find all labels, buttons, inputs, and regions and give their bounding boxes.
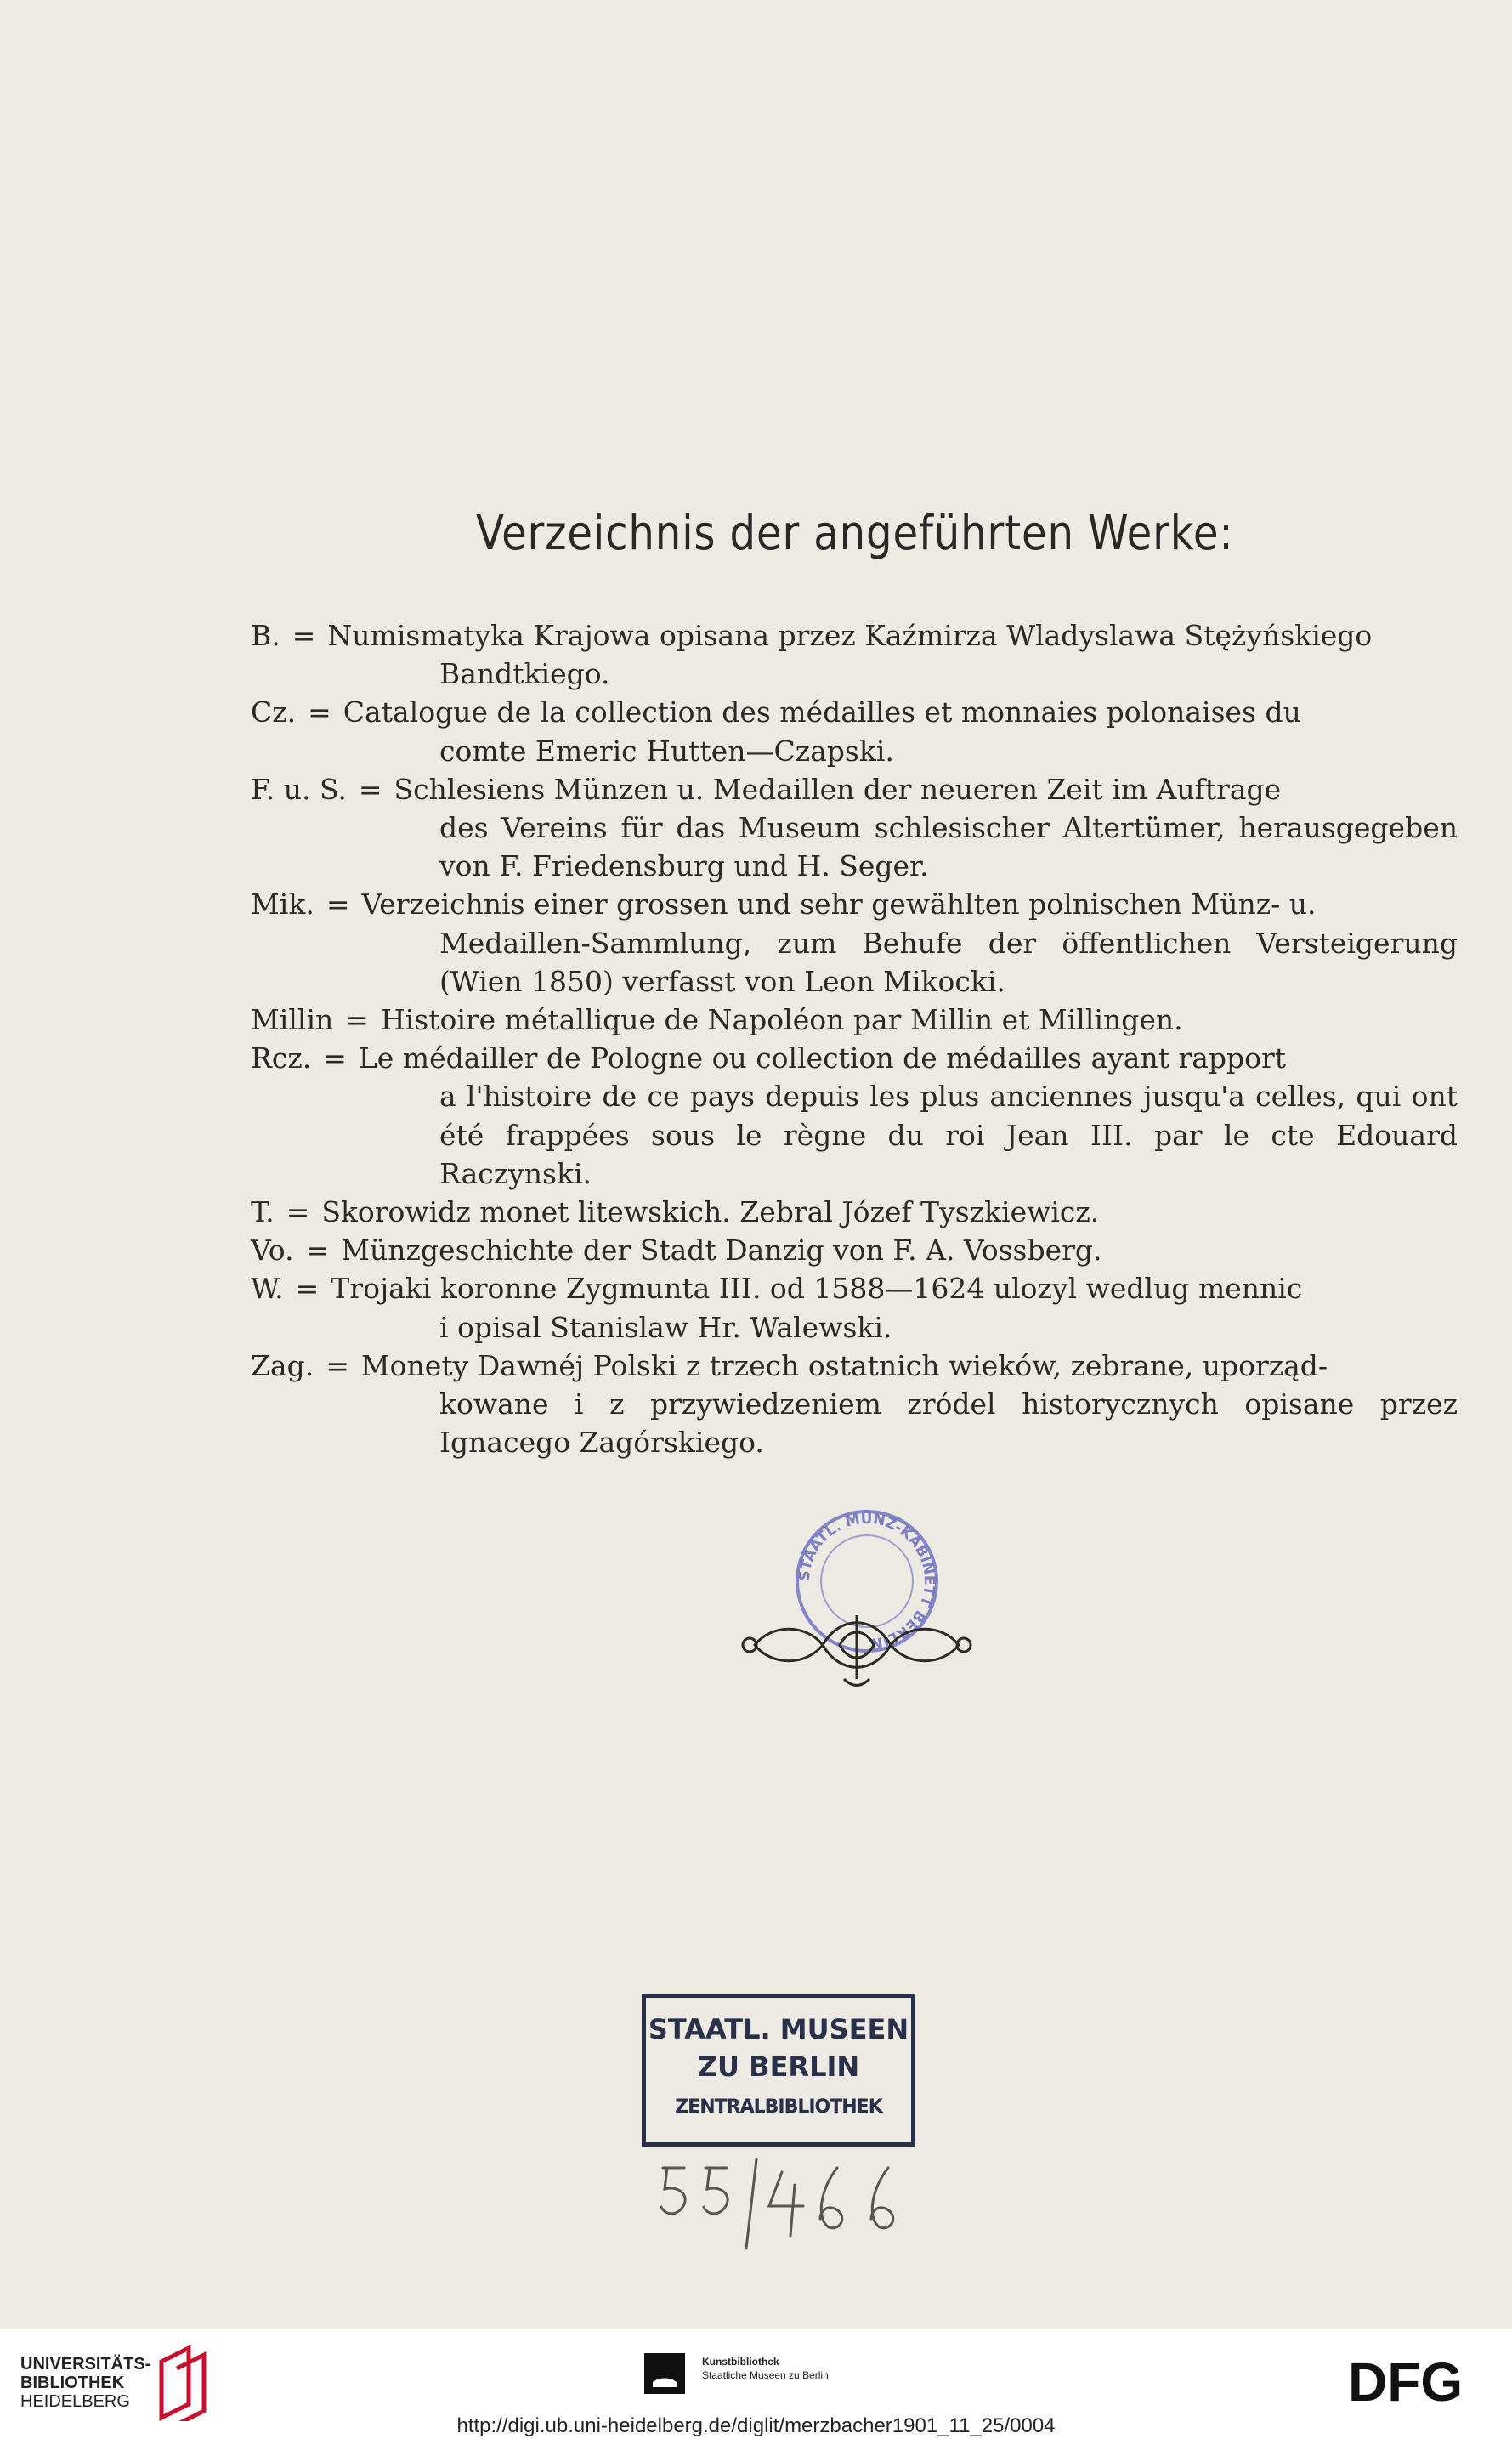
- entry-title-start: Verzeichnis einer grossen und sehr gewählten polnischen Münz- u.: [361, 888, 1317, 922]
- entry-continuation: a l'histoire de ce pays depuis les plus anciennes jusqu'a celles, qui ont été frappées sous le règne du roi Jean III. par le cte Edouard Raczynski.: [439, 1080, 1458, 1190]
- entry-separator: =: [326, 888, 350, 922]
- entry-abbreviation: T.: [251, 1195, 275, 1229]
- entry-abbreviation: B.: [251, 619, 280, 652]
- entry-separator: =: [345, 1003, 369, 1037]
- entry-continuation: i opisal Stanislaw Hr. Walewski.: [439, 1310, 892, 1344]
- list-item: [251, 1039, 1458, 1193]
- entry-abbreviation: Cz.: [251, 695, 297, 729]
- entry-abbreviation: W.: [251, 1272, 284, 1306]
- entry-continuation: Medaillen-Sammlung, zum Behufe der öffentlichen Versteigerung (Wien 1850) verfasst von Leon Mikocki.: [439, 926, 1458, 998]
- decorative-ornament-icon: [738, 1598, 976, 1692]
- list-item: [251, 1347, 1458, 1462]
- list-item: [251, 616, 1458, 693]
- entry-continuation: kowane i z przywiedzeniem zródel historycznych opisane przez Ignacego Zagórskiego.: [439, 1387, 1458, 1460]
- entry-abbreviation: Millin: [251, 1003, 334, 1037]
- entry-continuation: Bandtkiego.: [439, 657, 610, 691]
- entry-title-start: Münzgeschichte der Stadt Danzig von F. A. Vossberg.: [341, 1234, 1102, 1268]
- entry-abbreviation: Mik.: [251, 888, 314, 922]
- entry-first-line: [251, 1193, 1458, 1231]
- dfg-logo-text: DFG: [1348, 2355, 1464, 2408]
- list-item: [251, 1193, 1458, 1231]
- page-title: Verzeichnis der angeführten Werke:: [476, 506, 1234, 561]
- entry-abbreviation: Rcz.: [251, 1041, 312, 1075]
- list-item: [251, 1231, 1458, 1269]
- entry-title-start: Schlesiens Münzen u. Medaillen der neueren Zeit im Auftrage: [394, 772, 1282, 806]
- entry-first-line: [251, 693, 1458, 731]
- dfg-logo[interactable]: [1348, 2355, 1492, 2408]
- entry-first-line: [251, 1001, 1458, 1039]
- entry-abbreviation: Vo.: [251, 1234, 294, 1268]
- list-item: [251, 885, 1458, 1001]
- entry-title-start: Le médailler de Pologne ou collection de médailles ayant rapport: [358, 1041, 1287, 1075]
- ub-logo-line-3: HEIDELBERG: [20, 2392, 130, 2411]
- entry-title-start: Trojaki koronne Zygmunta III. od 1588—1624 ulozyl wedlug mennic: [331, 1272, 1303, 1306]
- heidelberg-library-logo[interactable]: [20, 2355, 150, 2411]
- entry-separator: =: [295, 1272, 320, 1306]
- kb-line-2: Staatliche Museen zu Berlin: [702, 2369, 829, 2381]
- library-box-stamp: [642, 1994, 915, 2147]
- entry-separator: =: [286, 1195, 310, 1229]
- entry-first-line: [251, 770, 1458, 808]
- ub-logo-line-2: BIBLIOTHEK: [20, 2374, 125, 2392]
- digitization-footer: [0, 2329, 1512, 2439]
- entry-first-line: [251, 1347, 1458, 1385]
- entry-separator: =: [308, 695, 331, 729]
- entry-separator: =: [323, 1041, 347, 1075]
- entry-title-start: Monety Dawnéj Polski z trzech ostatnich wieków, zebrane, uporząd-: [360, 1348, 1328, 1382]
- entry-separator: =: [292, 619, 316, 652]
- ub-logo-line-1: UNIVERSITÄTS-: [20, 2355, 151, 2374]
- list-item: [251, 1269, 1458, 1346]
- entry-abbreviation: Zag.: [251, 1348, 314, 1382]
- entry-title-start: Numismatyka Krajowa opisana przez Kaźmirza Wladyslawa Stężyńskiego: [327, 619, 1373, 652]
- entry-separator: =: [305, 1234, 330, 1268]
- entry-abbreviation: F. u. S.: [251, 772, 347, 806]
- entry-title-start: Histoire métallique de Napoléon par Millin et Millingen.: [380, 1003, 1183, 1037]
- entry-title-start: Catalogue de la collection des médailles et monnaies polonaises du: [343, 695, 1301, 729]
- entry-separator: =: [326, 1348, 349, 1382]
- entry-first-line: [251, 616, 1458, 655]
- round-stamp-text: STAATL. MÜNZ-KABINETT BERLIN: [796, 1510, 938, 1653]
- entry-continuation: comte Emeric Hutten—Czapski.: [439, 734, 894, 768]
- stamp-line-2: ZU BERLIN: [697, 2050, 860, 2083]
- entry-separator: =: [358, 772, 382, 806]
- list-item: [251, 1001, 1458, 1039]
- stamp-line-3: ZENTRALBIBLIOTHEK: [675, 2096, 882, 2118]
- entry-first-line: [251, 1231, 1458, 1269]
- entry-first-line: [251, 1269, 1458, 1307]
- list-item: [251, 770, 1458, 886]
- ub-emblem-icon: [155, 2345, 212, 2421]
- entry-title-start: Skorowidz monet litewskich. Zebral Józef Tyszkiewicz.: [321, 1195, 1100, 1229]
- abbreviation-list: [251, 616, 1458, 1461]
- entry-continuation: des Vereins für das Museum schlesischer Altertümer, herausgegeben von F. Friedensburg und H. Seger.: [439, 811, 1458, 883]
- entry-first-line: [251, 885, 1458, 923]
- stamp-line-1: STAATL. MUSEEN: [648, 2013, 909, 2045]
- list-item: [251, 693, 1458, 769]
- entry-first-line: [251, 1039, 1458, 1077]
- kunstbibliothek-label: [702, 2355, 829, 2382]
- kb-line-1: Kunstbibliothek: [702, 2356, 779, 2368]
- kunstbibliothek-logo-icon[interactable]: [644, 2353, 685, 2394]
- handwritten-shelfmark: [646, 2151, 909, 2253]
- source-url-link[interactable]: http://digi.ub.uni-heidelberg.de/diglit/merzbacher1901_11_25/0004: [456, 2414, 1056, 2437]
